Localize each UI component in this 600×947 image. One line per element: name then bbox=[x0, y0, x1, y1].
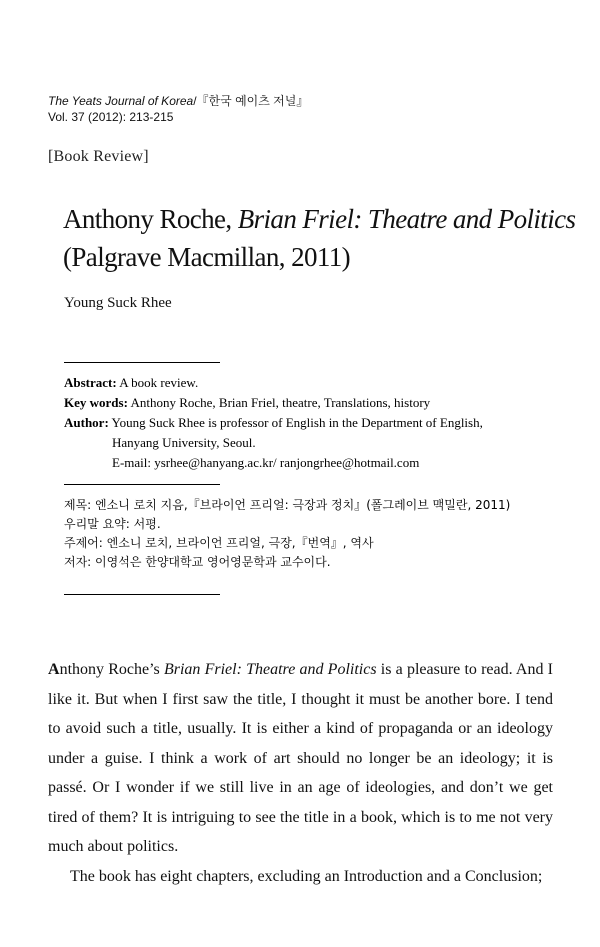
korean-author: 저자: 이영석은 한양대학교 영어영문학과 교수이다. bbox=[64, 555, 331, 569]
drop-initial: A bbox=[48, 661, 60, 678]
divider bbox=[64, 484, 220, 485]
title-italic: Brian Friel: Theatre and Politics bbox=[237, 204, 576, 234]
paragraph bbox=[48, 655, 553, 862]
journal-korean-title: /『한국 예이츠 저널』 bbox=[193, 94, 309, 108]
divider bbox=[64, 362, 220, 363]
english-metadata bbox=[64, 373, 544, 473]
journal-volume: Vol. 37 (2012): 213-215 bbox=[48, 110, 174, 124]
paragraph-text: nthony Roche’s bbox=[59, 661, 164, 678]
book-title-italic: Brian Friel: Theatre and Politics bbox=[163, 661, 377, 678]
title-line2: (Palgrave Macmillan, 2011) bbox=[63, 242, 351, 272]
author-label: Author: bbox=[64, 415, 109, 430]
journal-header bbox=[48, 93, 308, 125]
journal-title-line bbox=[48, 93, 308, 109]
article-title bbox=[63, 200, 583, 276]
title-part1: Anthony Roche, bbox=[63, 204, 238, 234]
author-email: E-mail: ysrhee@hanyang.ac.kr/ ranjongrhee@hotmail.com bbox=[112, 455, 420, 470]
korean-title-line: 제목: 엔소니 로치 지음,『브라이언 프리얼: 극장과 정치』(폴그레이브 맥밀란, 2011) bbox=[64, 498, 511, 512]
abstract-text: A book review. bbox=[116, 375, 199, 390]
paragraph: The book has eight chapters, excluding an Introduction and a Conclusion; bbox=[70, 867, 543, 885]
korean-summary: 우리말 요약: 서평. bbox=[64, 517, 161, 531]
divider bbox=[64, 594, 220, 595]
review-body bbox=[48, 655, 553, 891]
author-affiliation: Hanyang University, Seoul. bbox=[112, 435, 256, 450]
paragraph-text: is a pleasure to read. And I like it. But when I first saw the title, I thought it must be another bore. I tend to avoid such a title, usually. It is either a kind of propaganda or an ideology under a guise. I think a work of art should no longer be an ideology; it is passé. Or I wonder if we still live in an age of ideologies, and don’t we get tired of them? It is intriguing to see the title in a book, which is to me not very much about politics. bbox=[48, 661, 554, 855]
journal-title: The Yeats Journal of Korea bbox=[48, 94, 194, 108]
keywords-label: Key words: bbox=[64, 395, 128, 410]
section-label: [Book Review] bbox=[48, 148, 149, 165]
abstract-label: Abstract: bbox=[64, 375, 117, 390]
keywords-row bbox=[64, 393, 544, 413]
author-text: Young Suck Rhee is professor of English in the Department of English, bbox=[108, 415, 483, 430]
abstract-row bbox=[64, 373, 544, 393]
article-author: Young Suck Rhee bbox=[64, 295, 172, 311]
korean-metadata bbox=[64, 496, 554, 572]
korean-keywords: 주제어: 엔소니 로치, 브라이언 프리얼, 극장,『번역』, 역사 bbox=[64, 536, 374, 550]
author-row bbox=[64, 413, 544, 433]
keywords-text: Anthony Roche, Brian Friel, theatre, Translations, history bbox=[127, 395, 431, 410]
